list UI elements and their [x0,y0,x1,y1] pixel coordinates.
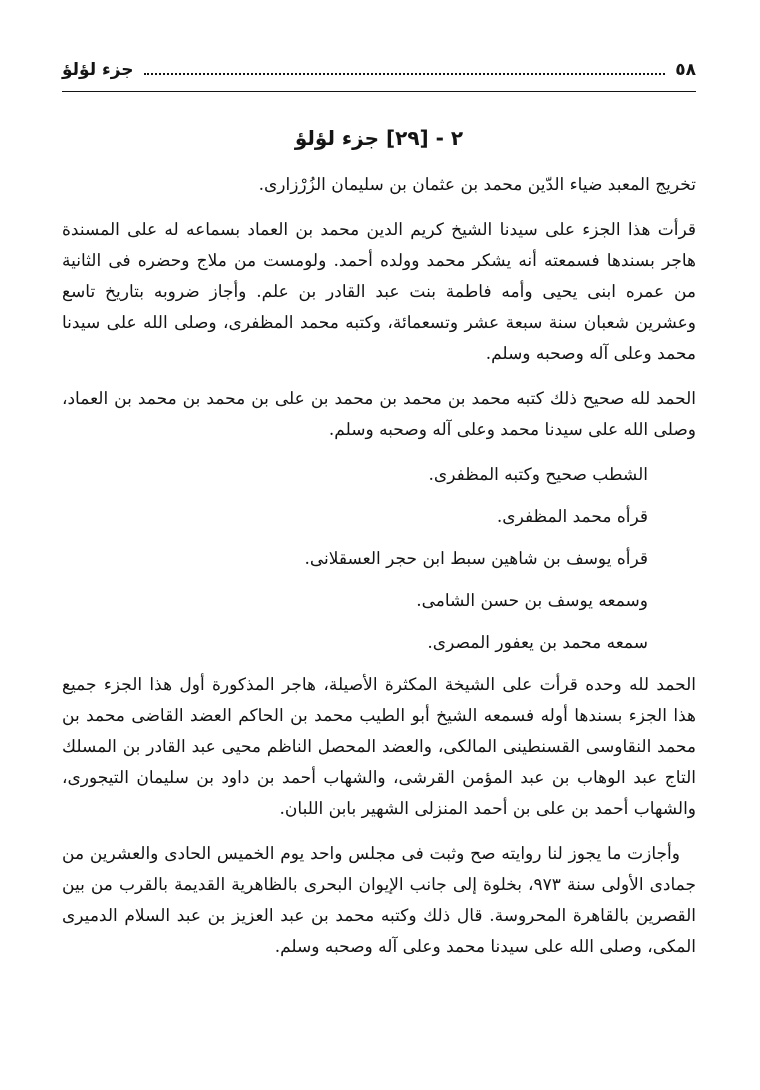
body-text [62,170,696,977]
dot-leader [144,73,666,75]
paragraph-ijaza: وأجازت ما يجوز لنا روايته صح وثبت فى مجلس واحد يوم الخميس الحادى والعشرين من جمادى الأولى سنة ٩٧٣، بخلوة إلى جانب الإيوان البحرى بالظاهرية القديمة بالقرب من بين القصرين بالقاهرة المحروسة. قال ذلك وكتبه محمد بن عبد العزيز بن عبد السلام الدميرى المكى، وصلى الله على سيدنا محمد وعلى آله وصحبه وسلم. [62,844,696,957]
paragraph-audition-record: الحمد لله وحده قرأت على الشيخة المكثرة الأصيلة، هاجر المذكورة أول هذا الجزء جميع هذا الجزء بسندها أوله فسمعه الشيخ أبو الطيب محمد بن الحاكم العضد القاضى محمد بن محمد النقاوسى القسنطينى المالكى، والعضد المحصل الناظم محيى عبد القادر بن المسلك التاج عبد الوهاب بن عبد المؤمن القرشى، والشهاب أحمد بن داود بن سليمان التيجورى، والشهاب أحمد بن على بن أحمد المنزلى الشهير بابن اللبان. [62,675,696,819]
paragraph-takhrij: تخريج المعبد ضياء الدّين محمد بن عثمان بن سليمان الزُرْزارى. [258,175,696,195]
note-line: سمعه محمد بن يعفور المصرى. [427,633,648,653]
note-line: قرأه يوسف بن شاهين سبط ابن حجر العسقلانى. [304,549,648,569]
paragraph-certification: الحمد لله صحيح ذلك كتبه محمد بن محمد بن محمد بن على بن محمد بن محمد بن العماد، وصلى الله على سيدنا محمد وعلى آله وصحبه وسلم. [62,389,696,440]
page-number: ٥٨ [675,60,696,80]
section-title: ٢ - [٢٩] جزء لؤلؤ [294,126,464,150]
page-header [62,52,696,88]
paragraph-reading-note: قرأت هذا الجزء على سيدنا الشيخ كريم الدين محمد بن العماد بسماعه له على المسندة هاجر بسندها فسمعته أنه يشكر محمد وولده أحمد. ولومست من ملاج وحضره فى الثانية من عمره ابنى يحيى وأمه فاطمة بنت عبد القادر بن علم. وأجاز ضروبه بتاريخ تاسع وعشرين شعبان سنة سبعة عشر وتسعمائة، وكتبه محمد المظفرى، وصلى الله على سيدنا محمد وعلى آله وصحبه وسلم. [62,220,696,364]
running-title: جزء لؤلؤ [62,60,134,80]
header-rule [62,91,696,92]
note-line: قرأه محمد المظفرى. [496,507,648,527]
note-line: الشطب صحيح وكتبه المظفرى. [428,465,648,485]
note-line: وسمعه يوسف بن حسن الشامى. [416,591,648,611]
